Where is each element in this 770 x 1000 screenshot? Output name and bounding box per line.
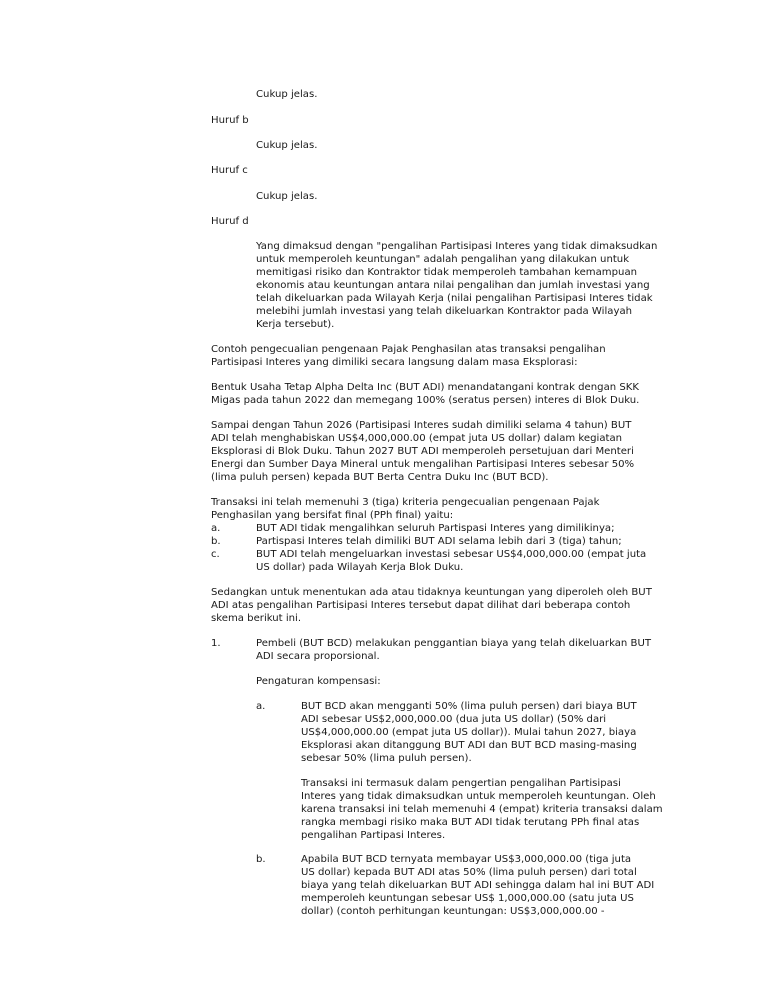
text-line: biaya yang telah dikeluarkan BUT ADI sehingga dalam hal ini BUT ADI: [301, 880, 655, 891]
text-line: BUT ADI telah mengeluarkan investasi sebesar US$4,000,000.00 (empat juta: [256, 549, 647, 560]
criteria-marker-c: c.: [211, 549, 220, 560]
text-line: US dollar) kepada BUT ADI atas 50% (lima puluh persen) dari total: [301, 867, 637, 878]
text-line: Migas pada tahun 2022 dan memegang 100% (seratus persen) interes di Blok Duku.: [211, 395, 640, 406]
sub-item-a-note: [301, 777, 663, 842]
paragraph-sampai: [211, 419, 634, 484]
text-line: memitigasi risiko dan Kontraktor tidak memperoleh tambahan kemampuan: [256, 267, 638, 278]
text-line: Interes yang tidak dimaksudkan untuk memperoleh keuntungan. Oleh: [301, 791, 656, 802]
criteria-marker-a: a.: [211, 523, 221, 534]
text-line: US$4,000,000.00 (empat juta US dollar)). Mulai tahun 2027, biaya: [301, 727, 637, 738]
explanation-huruf-a: Cukup jelas.: [256, 89, 318, 100]
text-line: Eksplorasi akan ditanggung BUT ADI dan BUT BCD masing-masing: [301, 740, 637, 751]
sub-item-a-marker: a.: [256, 701, 266, 712]
text-line: ekonomis atau keuntungan antara nilai pengalihan dan jumlah investasi yang: [256, 280, 650, 291]
text-line: US dollar) pada Wilayah Kerja Blok Duku.: [256, 562, 464, 573]
item-1-text: [256, 637, 651, 663]
sub-item-b-text: [301, 853, 654, 918]
text-line: ADI atas pengalihan Partisipasi Interes tersebut dapat dilihat dari beberapa contoh: [211, 600, 631, 611]
text-line: pengalihan Partipasi Interes.: [301, 830, 446, 841]
text-line: memperoleh keuntungan sebesar US$ 1,000,000.00 (satu juta US: [301, 893, 634, 904]
explanation-huruf-c: Cukup jelas.: [256, 191, 318, 202]
text-line: karena transaksi ini telah memenuhi 4 (empat) kriteria transaksi dalam: [301, 804, 663, 815]
text-line: untuk memperoleh keuntungan" adalah pengalihan yang dilakukan untuk: [256, 254, 630, 265]
heading-huruf-b: Huruf b: [211, 115, 249, 126]
paragraph-transaksi: [211, 496, 599, 522]
paragraph-bentuk: [211, 381, 639, 407]
text-line: Kerja tersebut).: [256, 319, 335, 330]
text-line: Partispasi Interes telah dimiliki BUT ADI selama lebih dari 3 (tiga) tahun;: [256, 536, 622, 547]
text-line: Apabila BUT BCD ternyata membayar US$3,000,000.00 (tiga juta: [301, 854, 632, 865]
text-line: Sedangkan untuk menentukan ada atau tidaknya keuntungan yang diperoleh oleh BUT: [211, 587, 652, 598]
criteria-item-c: [256, 548, 646, 574]
text-line: Partisipasi Interes yang dimiliki secara langsung dalam masa Eksplorasi:: [211, 357, 578, 368]
paragraph-contoh: [211, 343, 606, 369]
sub-item-b-marker: b.: [256, 854, 266, 865]
text-line: skema berikut ini.: [211, 613, 302, 624]
heading-huruf-d: Huruf d: [211, 216, 249, 227]
explanation-huruf-d: [256, 240, 657, 331]
pengaturan-kompensasi-label: Pengaturan kompensasi:: [256, 676, 381, 687]
heading-huruf-c: Huruf c: [211, 165, 248, 176]
text-line: ADI telah menghabiskan US$4,000,000.00 (empat juta US dollar) dalam kegiatan: [211, 433, 623, 444]
text-line: BUT BCD akan mengganti 50% (lima puluh persen) dari biaya BUT: [301, 701, 637, 712]
text-line: rangka membagi risiko maka BUT ADI tidak terutang PPh final atas: [301, 817, 640, 828]
text-line: ADI sebesar US$2,000,000.00 (dua juta US dollar) (50% dari: [301, 714, 607, 725]
criteria-item-b: [256, 535, 622, 548]
text-line: BUT ADI tidak mengalihkan seluruh Partispasi Interes yang dimilikinya;: [256, 523, 615, 534]
explanation-huruf-b: Cukup jelas.: [256, 140, 318, 151]
text-line: dollar) (contoh perhitungan keuntungan: US$3,000,000.00 -: [301, 906, 605, 917]
paragraph-sedangkan: [211, 586, 652, 625]
text-line: Yang dimaksud dengan "pengalihan Partisipasi Interes yang tidak dimaksudkan: [256, 241, 658, 252]
text-line: Bentuk Usaha Tetap Alpha Delta Inc (BUT ADI) menandatangani kontrak dengan SKK: [211, 382, 640, 393]
text-line: Transaksi ini termasuk dalam pengertian pengalihan Partisipasi: [301, 778, 621, 789]
item-1-marker: 1.: [211, 638, 221, 649]
text-line: Transaksi ini telah memenuhi 3 (tiga) kriteria pengecualian pengenaan Pajak: [211, 497, 600, 508]
text-line: (lima puluh persen) kepada BUT Berta Centra Duku Inc (BUT BCD).: [211, 472, 549, 483]
criteria-marker-b: b.: [211, 536, 221, 547]
text-line: melebihi jumlah investasi yang telah dikeluarkan Kontraktor pada Wilayah: [256, 306, 633, 317]
text-line: Penghasilan yang bersifat final (PPh final) yaitu:: [211, 510, 454, 521]
text-line: Sampai dengan Tahun 2026 (Partisipasi Interes sudah dimiliki selama 4 tahun) BUT: [211, 420, 632, 431]
text-line: sebesar 50% (lima puluh persen).: [301, 753, 472, 764]
text-line: Contoh pengecualian pengenaan Pajak Penghasilan atas transaksi pengalihan: [211, 344, 606, 355]
sub-item-a-text: [301, 700, 637, 765]
text-line: Eksplorasi di Blok Duku. Tahun 2027 BUT ADI memperoleh persetujuan dari Menteri: [211, 446, 634, 457]
text-line: Energi dan Sumber Daya Mineral untuk mengalihan Partisipasi Interes sebesar 50%: [211, 459, 635, 470]
text-line: Pembeli (BUT BCD) melakukan penggantian biaya yang telah dikeluarkan BUT: [256, 638, 652, 649]
text-line: telah dikeluarkan pada Wilayah Kerja (nilai pengalihan Partisipasi Interes tidak: [256, 293, 653, 304]
text-line: ADI secara proporsional.: [256, 651, 380, 662]
criteria-item-a: [256, 522, 615, 535]
